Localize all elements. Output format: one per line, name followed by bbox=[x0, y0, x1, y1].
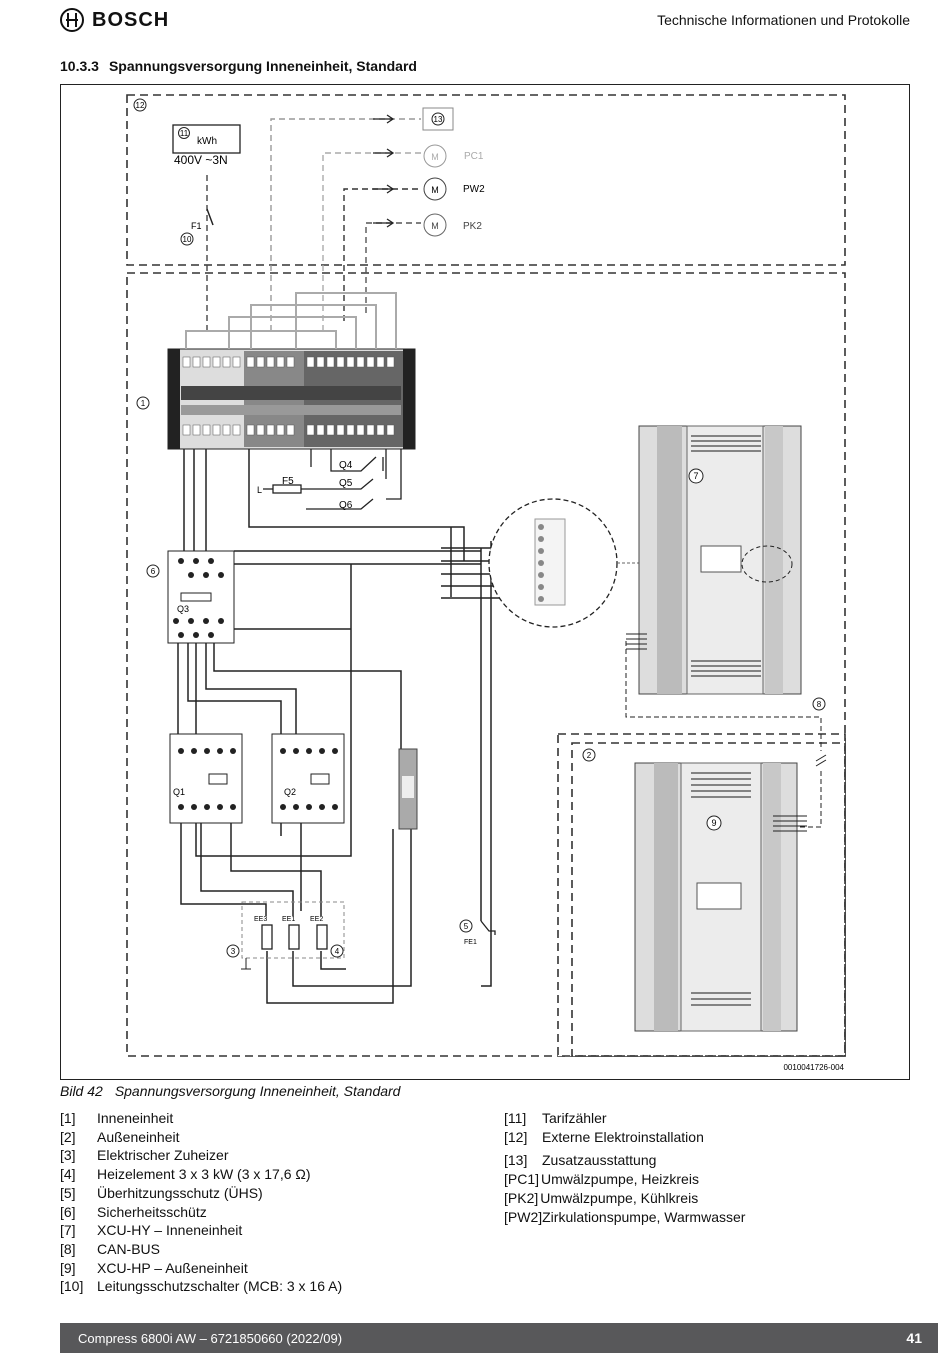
contactor-q2 bbox=[272, 734, 344, 823]
section-title-text: Spannungsversorgung Inneneinheit, Standard bbox=[108, 58, 417, 74]
legend-item: [10] Leitungsschutzschalter (MCB: 3 x 16 A) bbox=[60, 1278, 343, 1295]
ee3-label: EE3 bbox=[254, 916, 268, 923]
legend-right bbox=[504, 1109, 745, 1226]
legend-item: [12] Externe Elektroinstallation bbox=[504, 1128, 704, 1145]
legend-item: [6] Sicherheitsschütz bbox=[60, 1203, 207, 1220]
f5-label: F5 bbox=[282, 476, 294, 487]
terminal-block bbox=[168, 349, 415, 449]
callout-1: 1 bbox=[140, 399, 146, 408]
pw2-label: PW2 bbox=[463, 184, 485, 195]
legend-item: [1] Inneneinheit bbox=[60, 1110, 174, 1126]
legend-item: [3] Elektrischer Zuheizer bbox=[60, 1147, 229, 1164]
wiring-diagram bbox=[60, 84, 910, 1080]
q1-label: Q1 bbox=[173, 787, 186, 797]
motor-label-1: M bbox=[431, 152, 439, 162]
legend-item: [11] Tarifzähler bbox=[504, 1110, 607, 1126]
kwh-label: kWh bbox=[197, 136, 217, 147]
legend-item: [4] Heizelement 3 x 3 kW (3 x 17,6 Ω) bbox=[60, 1166, 311, 1183]
bosch-logo bbox=[60, 8, 169, 32]
xcu-hp-controller bbox=[635, 763, 797, 1031]
q6-label: Q6 bbox=[339, 500, 353, 511]
image-code: 0010041726-004 bbox=[783, 1063, 844, 1072]
heater-ee2 bbox=[317, 925, 327, 949]
q4-label: Q4 bbox=[339, 460, 353, 471]
callout-6: 6 bbox=[150, 567, 156, 576]
bosch-armature-icon bbox=[60, 8, 84, 32]
callout-7: 7 bbox=[693, 471, 699, 481]
legend-item: [PC1] Umwälzpumpe, Heizkreis bbox=[504, 1171, 699, 1188]
callout-8: 8 bbox=[816, 700, 822, 709]
figure-number: Bild 42 bbox=[60, 1083, 103, 1099]
motor-label-2: M bbox=[431, 185, 439, 195]
section-header: Technische Informationen und Protokolle bbox=[657, 12, 910, 28]
legend-item: [PW2] Zirkulationspumpe, Warmwasser bbox=[504, 1208, 746, 1225]
ee1-label: EE1 bbox=[282, 916, 296, 923]
l-label: L bbox=[257, 485, 263, 495]
ee2-label: EE2 bbox=[310, 916, 324, 923]
q2-label: Q2 bbox=[284, 787, 297, 797]
fe1-label: FE1 bbox=[464, 939, 477, 946]
legend-left bbox=[60, 1109, 342, 1296]
legend-item: [5] Überhitzungsschutz (ÜHS) bbox=[60, 1184, 263, 1201]
pk2-label: PK2 bbox=[463, 221, 482, 232]
legend-item: [13] Zusatzausstattung bbox=[504, 1152, 657, 1169]
legend-item: [9] XCU-HP – Außeneinheit bbox=[60, 1259, 248, 1276]
callout-4: 4 bbox=[334, 947, 340, 956]
contactor-q3 bbox=[168, 551, 234, 643]
callout-12: 12 bbox=[135, 101, 145, 110]
page-number: 41 bbox=[906, 1330, 922, 1346]
figure-caption-text: Spannungsversorgung Inneneinheit, Standard bbox=[114, 1083, 401, 1099]
logo-text: BOSCH bbox=[92, 8, 170, 31]
legend-item: [7] XCU-HY – Inneneinheit bbox=[60, 1222, 243, 1239]
heater-ee1 bbox=[289, 925, 299, 949]
section-title bbox=[60, 58, 417, 74]
callout-10: 10 bbox=[182, 235, 192, 244]
footer-doc: Compress 6800i AW – 6721850660 (2022/09) bbox=[78, 1330, 343, 1346]
contactor-q1 bbox=[170, 734, 242, 823]
figure-caption bbox=[60, 1083, 400, 1099]
callout-11: 11 bbox=[179, 129, 189, 138]
callout-13: 13 bbox=[433, 115, 443, 124]
f1-label: F1 bbox=[191, 221, 202, 231]
motor-label-3: M bbox=[431, 221, 439, 231]
legend-item: [8] CAN-BUS bbox=[60, 1240, 161, 1257]
callout-3: 3 bbox=[230, 947, 236, 956]
pc1-label: PC1 bbox=[464, 151, 484, 162]
callout-9: 9 bbox=[711, 818, 717, 828]
legend-item: [PK2] Umwälzpumpe, Kühlkreis bbox=[504, 1189, 699, 1206]
section-number: 10.3.3 bbox=[60, 58, 99, 74]
legend-item: [2] Außeneinheit bbox=[60, 1128, 180, 1145]
external-installation-area bbox=[127, 95, 845, 265]
heater-ee3 bbox=[262, 925, 272, 949]
callout-5: 5 bbox=[463, 922, 469, 931]
xcu-hy-controller bbox=[639, 426, 801, 694]
callout-2: 2 bbox=[586, 751, 592, 760]
q3-label: Q3 bbox=[177, 604, 190, 614]
supply-label: 400V ~3N bbox=[174, 153, 228, 167]
q5-label: Q5 bbox=[339, 478, 353, 489]
footer-bar bbox=[60, 1323, 938, 1353]
